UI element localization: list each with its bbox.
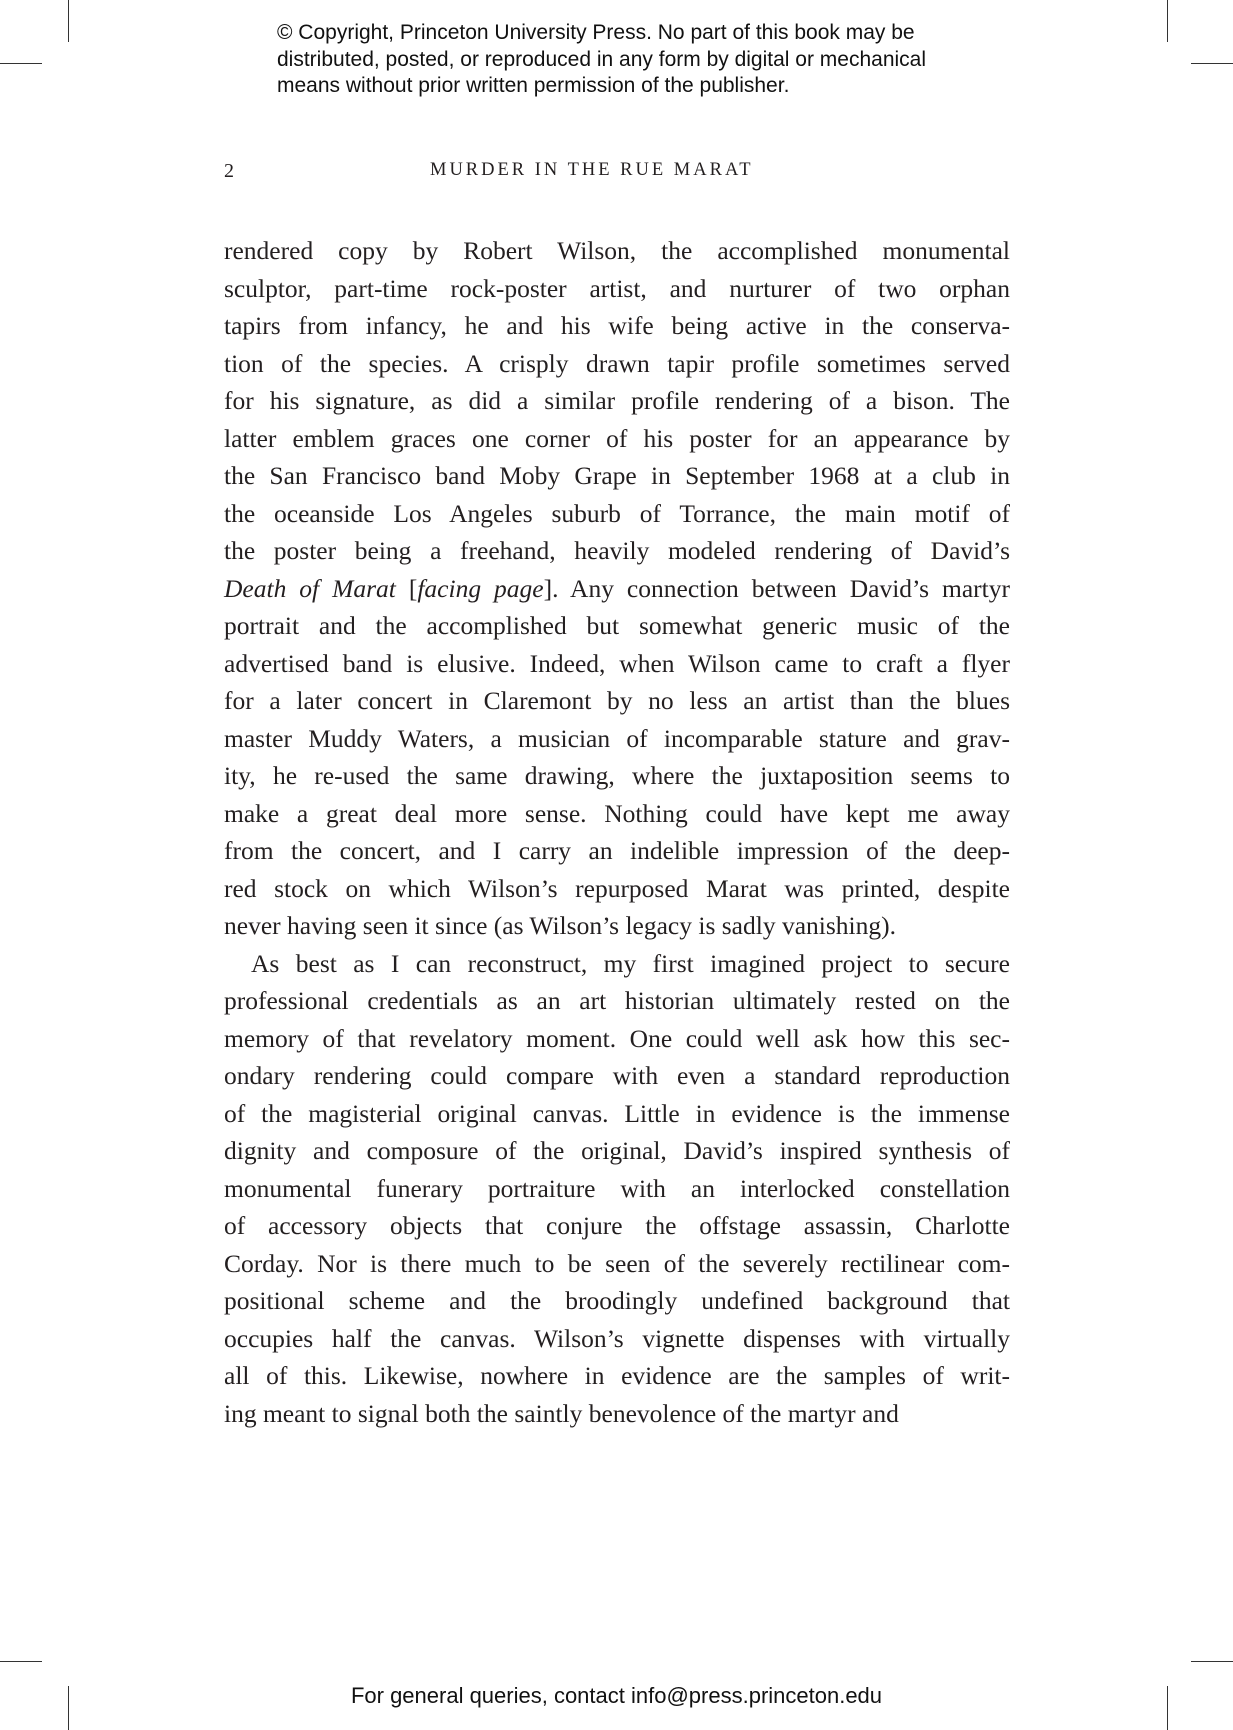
text-line: Corday. Nor is there much to be seen of the severely rectilinear com- xyxy=(224,1248,1010,1278)
crop-mark xyxy=(0,63,42,64)
crop-mark xyxy=(68,0,69,42)
text-line: As best as I can reconstruct, my first imagined project to secure xyxy=(251,948,1010,978)
text-line: occupies half the canvas. Wilson’s vignette dispenses with virtually xyxy=(224,1323,1010,1353)
text-line: master Muddy Waters, a musician of incomparable stature and grav- xyxy=(224,723,1010,753)
text-line: memory of that revelatory moment. One could well ask how this sec- xyxy=(224,1023,1010,1053)
text-segment: [ xyxy=(395,573,418,603)
paragraph xyxy=(224,945,1010,1433)
text-line: positional scheme and the broodingly undefined background that xyxy=(224,1286,1010,1315)
text-line: sculptor, part-time rock-poster artist, and nurturer of two orphan xyxy=(224,273,1010,303)
text-line: tion of the species. A crisply drawn tapir profile sometimes served xyxy=(224,348,1010,378)
text-line: advertised band is elusive. Indeed, when Wilson came to craft a flyer xyxy=(224,648,1010,678)
text-line: the poster being a freehand, heavily modeled rendering of David’s xyxy=(224,536,1010,565)
crop-mark xyxy=(1191,63,1233,64)
text-line: ing meant to signal both the saintly benevolence of the martyr and xyxy=(224,1398,899,1428)
text-line: from the concert, and I carry an indelible impression of the deep- xyxy=(224,836,1010,865)
text-line: rendered copy by Robert Wilson, the accomplished monumental xyxy=(224,236,1010,265)
text-line: for a later concert in Claremont by no less an artist than the blues xyxy=(224,686,1010,715)
text-line: ondary rendering could compare with even a standard reproduction xyxy=(224,1061,1010,1090)
copyright-notice xyxy=(277,20,926,100)
text-line: make a great deal more sense. Nothing could have kept me away xyxy=(224,798,1010,828)
text-segment: Death of Marat xyxy=(224,573,396,603)
text-line: all of this. Likewise, nowhere in evidence are the samples of writ- xyxy=(224,1361,1010,1390)
footer-contact: For general queries, contact info@press.princeton.edu xyxy=(350,1683,883,1708)
running-title: MURDER IN THE RUE MARAT xyxy=(430,160,754,180)
text-line: ity, he re-used the same drawing, where the juxtaposition seems to xyxy=(224,761,1010,790)
copyright-line: means without prior written permission of the publisher. xyxy=(277,74,790,97)
text-line: monumental funerary portraiture with an interlocked constellation xyxy=(224,1173,1010,1203)
text-line: never having seen it since (as Wilson’s legacy is sadly vanishing). xyxy=(224,911,896,940)
text-line: of the magisterial original canvas. Little in evidence is the immense xyxy=(224,1098,1010,1128)
text-line: dignity and composure of the original, David’s inspired synthesis of xyxy=(224,1136,1010,1165)
copyright-line: © Copyright, Princeton University Press. No part of this book may be xyxy=(277,21,915,44)
text-line: portrait and the accomplished but somewhat generic music of the xyxy=(224,611,1010,640)
text-line xyxy=(224,570,1010,608)
text-line: professional credentials as an art historian ultimately rested on the xyxy=(224,986,1010,1015)
crop-mark xyxy=(1191,1661,1233,1662)
text-line: latter emblem graces one corner of his poster for an appearance by xyxy=(224,423,1010,453)
text-line: the San Francisco band Moby Grape in September 1968 at a club in xyxy=(224,461,1010,490)
body-text xyxy=(224,232,1010,1432)
text-line: the oceanside Los Angeles suburb of Torrance, the main motif of xyxy=(224,498,1010,528)
page-number: 2 xyxy=(224,160,234,182)
crop-mark xyxy=(1167,0,1168,42)
text-line: red stock on which Wilson’s repurposed Marat was printed, despite xyxy=(224,873,1010,903)
text-segment: facing page xyxy=(417,573,544,603)
crop-mark xyxy=(0,1661,42,1662)
text-line: for his signature, as did a similar profile rendering of a bison. The xyxy=(224,386,1010,415)
copyright-line: distributed, posted, or reproduced in any form by digital or mechanical xyxy=(277,47,927,71)
text-line: tapirs from infancy, he and his wife being active in the conserva- xyxy=(224,311,1010,340)
paragraph xyxy=(224,232,1010,945)
text-segment: ]. Any connection between David’s martyr xyxy=(543,573,1010,603)
text-line: of accessory objects that conjure the offstage assassin, Charlotte xyxy=(224,1211,1010,1240)
